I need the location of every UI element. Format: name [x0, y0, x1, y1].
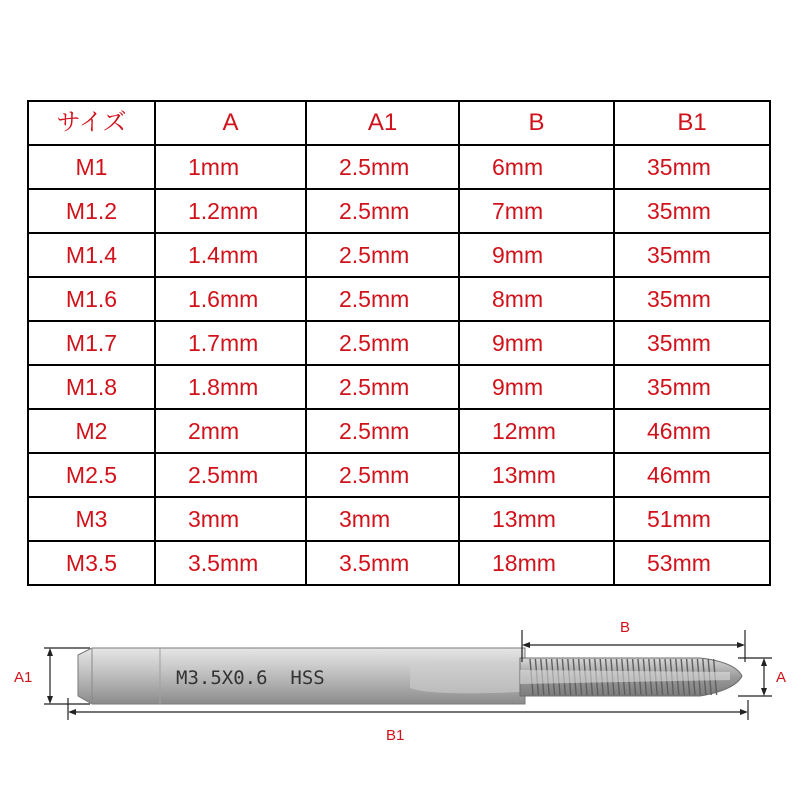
value-cell: 3.5mm	[306, 541, 459, 585]
value-cell: 2.5mm	[306, 189, 459, 233]
table-row	[28, 365, 770, 409]
table-row	[28, 497, 770, 541]
header-b1: B1	[614, 101, 770, 145]
shank-marking: M3.5X0.6 HSS	[176, 667, 325, 689]
value-cell: 9mm	[459, 321, 614, 365]
value-cell: 1.4mm	[155, 233, 306, 277]
dimension-a	[738, 658, 772, 696]
label-b: B	[620, 619, 631, 636]
table-row	[28, 277, 770, 321]
header-a1: A1	[306, 101, 459, 145]
size-cell: M1.7	[28, 321, 155, 365]
header-row	[28, 101, 770, 145]
table-row	[28, 321, 770, 365]
value-cell: 2.5mm	[306, 321, 459, 365]
size-cell: M2.5	[28, 453, 155, 497]
spec-table	[27, 100, 771, 586]
value-cell: 35mm	[614, 277, 770, 321]
header-a: A	[155, 101, 306, 145]
table-row	[28, 189, 770, 233]
size-cell: M1.4	[28, 233, 155, 277]
header-size: サイズ	[28, 101, 155, 145]
value-cell: 1.6mm	[155, 277, 306, 321]
value-cell: 1mm	[155, 145, 306, 189]
size-cell: M3.5	[28, 541, 155, 585]
size-cell: M1.8	[28, 365, 155, 409]
label-b1: B1	[386, 727, 405, 744]
size-cell: M1.2	[28, 189, 155, 233]
table-row	[28, 145, 770, 189]
value-cell: 2.5mm	[155, 453, 306, 497]
value-cell: 12mm	[459, 409, 614, 453]
value-cell: 3mm	[306, 497, 459, 541]
size-cell: M1	[28, 145, 155, 189]
label-a: A	[776, 669, 787, 686]
size-cell: M3	[28, 497, 155, 541]
tap-diagram	[0, 600, 800, 800]
table-row	[28, 541, 770, 585]
table-row	[28, 409, 770, 453]
value-cell: 35mm	[614, 189, 770, 233]
value-cell: 53mm	[614, 541, 770, 585]
value-cell: 3mm	[155, 497, 306, 541]
value-cell: 2.5mm	[306, 453, 459, 497]
value-cell: 7mm	[459, 189, 614, 233]
value-cell: 2.5mm	[306, 145, 459, 189]
value-cell: 2.5mm	[306, 233, 459, 277]
value-cell: 51mm	[614, 497, 770, 541]
value-cell: 13mm	[459, 453, 614, 497]
value-cell: 2.5mm	[306, 365, 459, 409]
table-row	[28, 233, 770, 277]
value-cell: 9mm	[459, 365, 614, 409]
size-cell: M1.6	[28, 277, 155, 321]
value-cell: 8mm	[459, 277, 614, 321]
value-cell: 1.2mm	[155, 189, 306, 233]
value-cell: 46mm	[614, 453, 770, 497]
size-cell: M2	[28, 409, 155, 453]
value-cell: 1.8mm	[155, 365, 306, 409]
value-cell: 6mm	[459, 145, 614, 189]
tap-thread	[520, 658, 742, 696]
table-row	[28, 453, 770, 497]
value-cell: 46mm	[614, 409, 770, 453]
label-a1: A1	[14, 669, 33, 686]
value-cell: 2.5mm	[306, 409, 459, 453]
value-cell: 2.5mm	[306, 277, 459, 321]
value-cell: 35mm	[614, 365, 770, 409]
value-cell: 3.5mm	[155, 541, 306, 585]
value-cell: 2mm	[155, 409, 306, 453]
value-cell: 35mm	[614, 321, 770, 365]
value-cell: 13mm	[459, 497, 614, 541]
value-cell: 1.7mm	[155, 321, 306, 365]
value-cell: 35mm	[614, 233, 770, 277]
value-cell: 9mm	[459, 233, 614, 277]
value-cell: 35mm	[614, 145, 770, 189]
value-cell: 18mm	[459, 541, 614, 585]
header-b: B	[459, 101, 614, 145]
dimension-b	[522, 630, 745, 662]
